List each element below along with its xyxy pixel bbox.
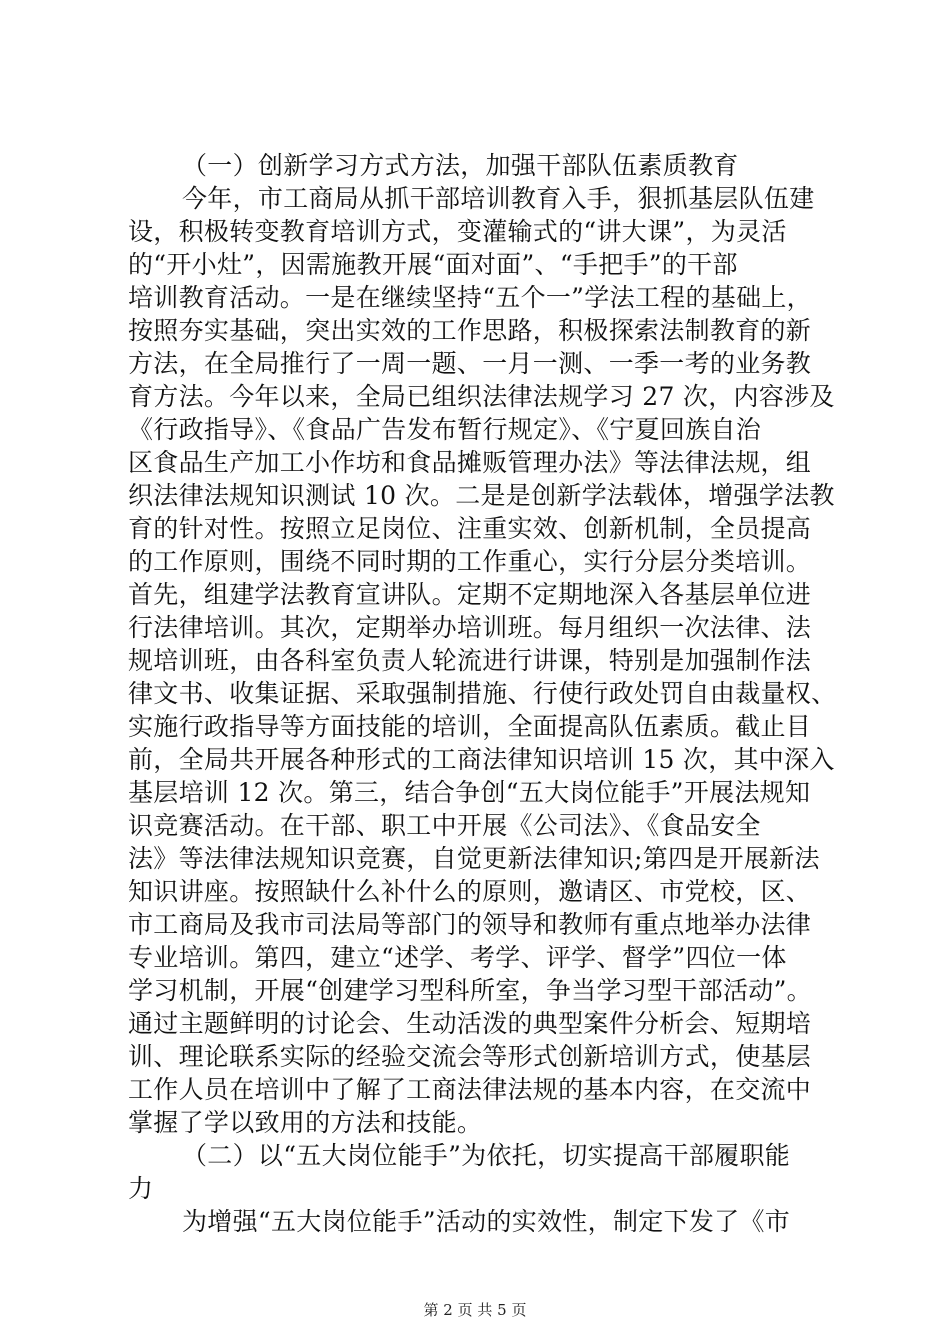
paragraph-line: 《行政指导》、《食品广告发布暂行规定》、《宁夏回族自治	[128, 415, 762, 444]
paragraph-line: 今年，市工商局从抓干部培训教育入手，狠抓基层队伍建	[182, 184, 815, 213]
paragraph-line: 学习机制，开展“创建学习型科所室，争当学习型干部活动”。	[128, 976, 812, 1005]
paragraph-line: 掌握了学以致用的方法和技能。	[128, 1108, 483, 1137]
paragraph-line: 的“开小灶”，因需施教开展“面对面”、“手把手”的干部	[128, 250, 738, 279]
section-heading-1: （一）创新学习方式方法，加强干部队伍素质教育	[182, 151, 739, 180]
paragraph-line: 方法，在全局推行了一周一题、一月一测、一季一考的业务教	[128, 349, 812, 378]
paragraph-line: 首先，组建学法教育宣讲队。定期不定期地深入各基层单位进	[128, 580, 812, 609]
page-footer: 第 2 页 共 5 页	[423, 1301, 527, 1319]
paragraph-line: 育方法。今年以来，全局已组织法律法规学习 27 次，内容涉及	[128, 382, 835, 411]
paragraph-line: 律文书、收集证据、采取强制措施、行使行政处罚自由裁量权、	[128, 679, 837, 708]
paragraph-line: 法》等法律法规知识竞赛，自觉更新法律知识;第四是开展新法	[128, 844, 820, 873]
paragraph-line: 按照夯实基础，突出实效的工作思路，积极探索法制教育的新	[128, 316, 812, 345]
paragraph-line: 实施行政指导等方面技能的培训，全面提高队伍素质。截止目	[128, 712, 812, 741]
paragraph-line: 培训教育活动。一是在继续坚持“五个一”学法工程的基础上，	[128, 283, 812, 312]
paragraph-line: 知识讲座。按照缺什么补什么的原则，邀请区、市党校，区、	[128, 877, 812, 906]
paragraph-line: 为增强“五大岗位能手”活动的实效性，制定下发了《市	[182, 1207, 791, 1236]
paragraph-line: 市工商局及我市司法局等部门的领导和教师有重点地举办法律	[128, 910, 812, 939]
section-heading-2: （二）以“五大岗位能手”为依托，切实提高干部履职能	[182, 1141, 791, 1170]
paragraph-line: 区食品生产加工小作坊和食品摊贩管理办法》等法律法规，组	[128, 448, 812, 477]
paragraph-line: 行法律培训。其次，定期举办培训班。每月组织一次法律、法	[128, 613, 812, 642]
paragraph-line: 识竞赛活动。在干部、职工中开展《公司法》、《食品安全	[128, 811, 761, 840]
paragraph-line: 基层培训 12 次。第三，结合争创“五大岗位能手”开展法规知	[128, 778, 811, 807]
paragraph-line: 育的针对性。按照立足岗位、注重实效、创新机制，全员提高	[128, 514, 812, 543]
section-heading-2-continued: 力	[128, 1174, 154, 1203]
paragraph-line: 通过主题鲜明的讨论会、生动活泼的典型案件分析会、短期培	[128, 1009, 812, 1038]
paragraph-line: 专业培训。第四，建立“述学、考学、评学、督学”四位一体	[128, 943, 787, 972]
paragraph-line: 工作人员在培训中了解了工商法律法规的基本内容，在交流中	[128, 1075, 812, 1104]
paragraph-line: 织法律法规知识测试 10 次。二是是创新学法载体，增强学法教	[128, 481, 835, 510]
paragraph-line: 前，全局共开展各种形式的工商法律知识培训 15 次，其中深入	[128, 745, 835, 774]
paragraph-line: 的工作原则，围绕不同时期的工作重心，实行分层分类培训。	[128, 547, 812, 576]
paragraph-line: 训、理论联系实际的经验交流会等形式创新培训方式，使基层	[128, 1042, 812, 1071]
paragraph-line: 规培训班，由各科室负责人轮流进行讲课，特别是加强制作法	[128, 646, 812, 675]
paragraph-line: 设，积极转变教育培训方式，变灌输式的“讲大课”，为灵活	[128, 217, 787, 246]
